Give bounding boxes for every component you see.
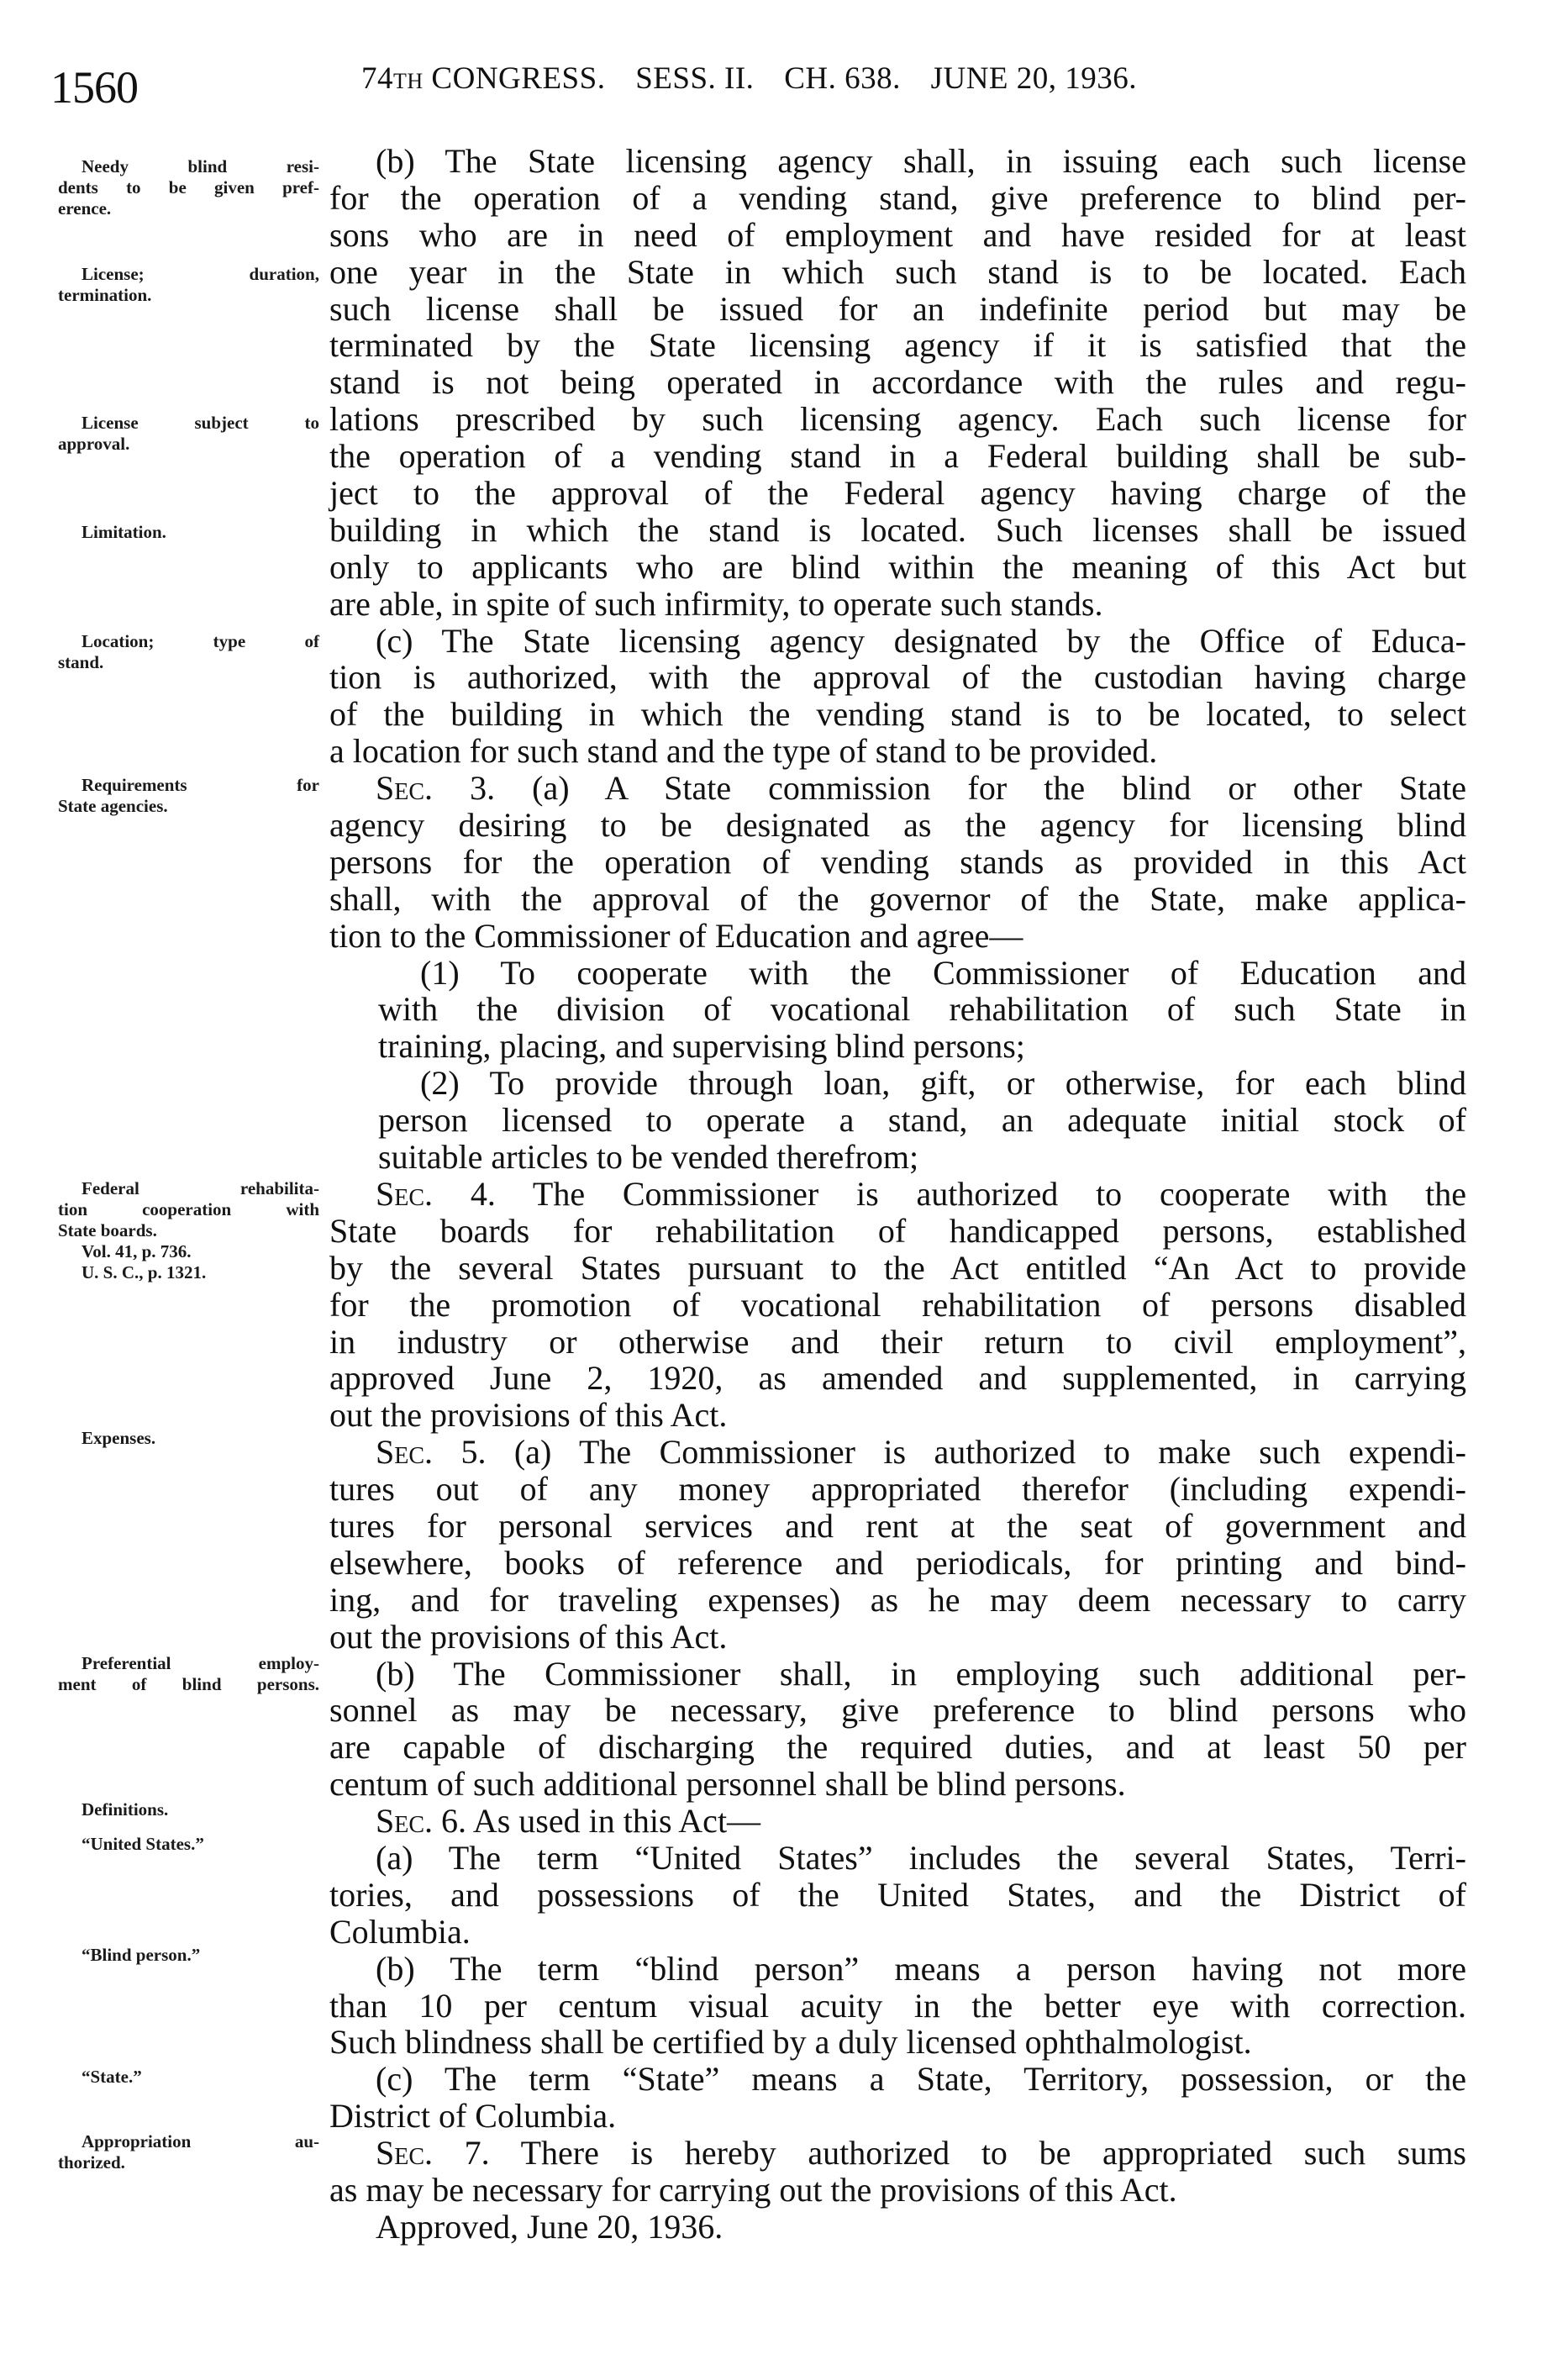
body-line: agency desiring to be designated as the agency for licensing blind — [329, 806, 1466, 845]
body-line: elsewhere, books of reference and periodicals, for printing and bind- — [329, 1543, 1466, 1582]
body-line: tures out of any money appropriated therefor (including expendi- — [329, 1470, 1466, 1509]
body-line: with the division of vocational rehabilitation of such State in — [378, 990, 1466, 1029]
body-line: (b) The term “blind person” means a person having not more — [376, 1949, 1466, 1988]
body-line: (2) To provide through loan, gift, or otherwise, for each blind — [420, 1064, 1466, 1103]
congress-suffix: TH — [393, 69, 424, 93]
body-line: (c) The State licensing agency designated by the Office of Educa- — [376, 621, 1466, 660]
margin-note-definitions: Definitions. — [82, 1799, 169, 1820]
sec-label: Sec. — [376, 2134, 434, 2172]
body-line: building in which the stand is located. Such licenses shall be issued — [329, 510, 1466, 549]
body-line: suitable articles to be vended therefrom; — [378, 1138, 919, 1177]
body-line: (a) The term “United States” includes the several States, Terri- — [376, 1838, 1466, 1877]
body-line: are capable of discharging the required duties, and at least 50 per — [329, 1728, 1466, 1767]
sec-label: Sec. — [376, 1174, 434, 1213]
congress-label: CONGRESS. — [431, 61, 606, 96]
margin-note-expenses: Expenses. — [82, 1428, 156, 1448]
statute-body — [329, 143, 1466, 2246]
section-3-heading-line: Sec. 3. (a) A State commission for the blind or other State — [376, 769, 1466, 808]
body-line: (1) To cooperate with the Commissioner of Education and — [420, 953, 1466, 992]
margin-note-def-united-states: “United States.” — [82, 1834, 204, 1854]
body-line: sons who are in need of employment and have resided for at least — [329, 215, 1466, 254]
margin-note-def-blind-person: “Blind person.” — [82, 1945, 201, 1965]
body-line: a location for such stand and the type of stand to be provided. — [329, 732, 1158, 771]
section-6-heading-line: Sec. 6. As used in this Act— — [376, 1802, 761, 1841]
body-line: tories, and possessions of the United States, and the District of — [329, 1875, 1466, 1914]
body-line: ing, and for traveling expenses) as he may deem necessary to carry — [329, 1580, 1466, 1619]
chapter: CH. 638. — [784, 61, 901, 96]
body-line: lations prescribed by such licensing agency. Each such license for — [329, 400, 1466, 439]
citation-usc: U. S. C., p. 1321. — [82, 1262, 207, 1282]
citation-vol-41: Vol. 41, p. 736. — [82, 1241, 192, 1261]
margin-note-license-duration: License; duration, termination. — [58, 264, 319, 305]
body-line: approved June 2, 1920, as amended and supplemented, in carrying — [329, 1359, 1466, 1398]
body-line: Columbia. — [329, 1912, 471, 1951]
sec-label: Sec. — [376, 769, 434, 808]
body-line: tion is authorized, with the approval of the custodian having charge — [329, 658, 1466, 697]
body-line: terminated by the State licensing agency if it is satisfied that the — [329, 326, 1466, 365]
header-date: JUNE 20, 1936. — [930, 61, 1138, 96]
congress-ordinal: 74 — [361, 61, 393, 96]
body-line: one year in the State in which such stand is to be located. Each — [329, 252, 1466, 291]
body-line: persons for the operation of vending stands as provided in this Act — [329, 842, 1466, 881]
body-line: the operation of a vending stand in a Federal building shall be sub- — [329, 437, 1466, 476]
body-line: as may be necessary for carrying out the provisions of this Act. — [329, 2170, 1177, 2209]
body-line: out the provisions of this Act. — [329, 1396, 728, 1435]
body-line: ject to the approval of the Federal agency having charge of the — [329, 474, 1466, 513]
running-head — [361, 62, 1386, 98]
body-line: than 10 per centum visual acuity in the better eye with correction. — [329, 1986, 1466, 2025]
sec-label: Sec. — [376, 1433, 434, 1472]
body-line: for the promotion of vocational rehabilitation of persons disabled — [329, 1285, 1466, 1324]
approval-line: Approved, June 20, 1936. — [376, 2207, 723, 2246]
body-line: (c) The term “State” means a State, Territory, possession, or the — [376, 2060, 1466, 2099]
body-line: (b) The Commissioner shall, in employing such additional per- — [376, 1654, 1466, 1693]
body-line: tures for personal services and rent at the seat of government and — [329, 1506, 1466, 1545]
body-line: sonnel as may be necessary, give preference to blind persons who — [329, 1691, 1466, 1730]
body-line: shall, with the approval of the governor of the State, make applica- — [329, 879, 1466, 918]
sec-label: Sec. — [376, 1802, 434, 1841]
body-line: centum of such additional personnel shall be blind persons. — [329, 1765, 1126, 1804]
body-line: for the operation of a vending stand, give preference to blind per- — [329, 178, 1466, 217]
body-line: only to applicants who are blind within the meaning of this Act but — [329, 547, 1466, 586]
margin-note-needy-blind: Needy blind resi- dents to be given pref- erence. — [58, 156, 319, 219]
body-line: of the building in which the vending stand is to be located, to select — [329, 695, 1466, 734]
body-line: tion to the Commissioner of Education and agree— — [329, 916, 1023, 955]
margin-note-license-approval: License subject to approval. — [58, 413, 319, 454]
body-line: are able, in spite of such infirmity, to operate such stands. — [329, 584, 1103, 623]
section-7-heading-line: Sec. 7. There is hereby authorized to be appropriated such sums — [376, 2134, 1466, 2172]
body-line: training, placing, and supervising blind persons; — [378, 1027, 1025, 1066]
body-line: such license shall be issued for an indefinite period but may be — [329, 289, 1466, 328]
margin-note-def-state: “State.” — [82, 2067, 142, 2087]
section-5-heading-line: Sec. 5. (a) The Commissioner is authorized to make such expendi- — [376, 1433, 1466, 1472]
margin-note-federal-rehab: Federal rehabilita- tion cooperation with State boards. Vol. 41, p. 736. U. S. C., p. 1321. — [58, 1178, 319, 1282]
margin-note-preferential-employment: Preferential employ- ment of blind persons. — [58, 1653, 319, 1694]
body-line: in industry or otherwise and their return to civil employment”, — [329, 1322, 1466, 1361]
body-line: by the several States pursuant to the Act entitled “An Act to provide — [329, 1248, 1466, 1287]
body-line: State boards for rehabilitation of handicapped persons, established — [329, 1211, 1466, 1250]
body-line: person licensed to operate a stand, an adequate initial stock of — [378, 1101, 1466, 1140]
body-line: stand is not being operated in accordance with the rules and regu- — [329, 363, 1466, 402]
session: SESS. II. — [635, 61, 755, 96]
body-line: (b) The State licensing agency shall, in issuing each such license — [376, 142, 1466, 180]
margin-note-location-type: Location; type of stand. — [58, 631, 319, 672]
margin-note-requirements: Requirements for State agencies. — [58, 775, 319, 816]
margin-note-limitation: Limitation. — [82, 522, 166, 542]
body-line: Such blindness shall be certified by a duly licensed ophthalmologist. — [329, 2023, 1252, 2062]
section-4-heading-line: Sec. 4. The Commissioner is authorized to cooperate with the — [376, 1174, 1466, 1213]
margin-note-appropriation: Appropriation au- thorized. — [58, 2131, 319, 2172]
body-line: District of Columbia. — [329, 2097, 617, 2136]
body-line: out the provisions of this Act. — [329, 1617, 728, 1656]
page-number: 1560 — [50, 62, 138, 113]
